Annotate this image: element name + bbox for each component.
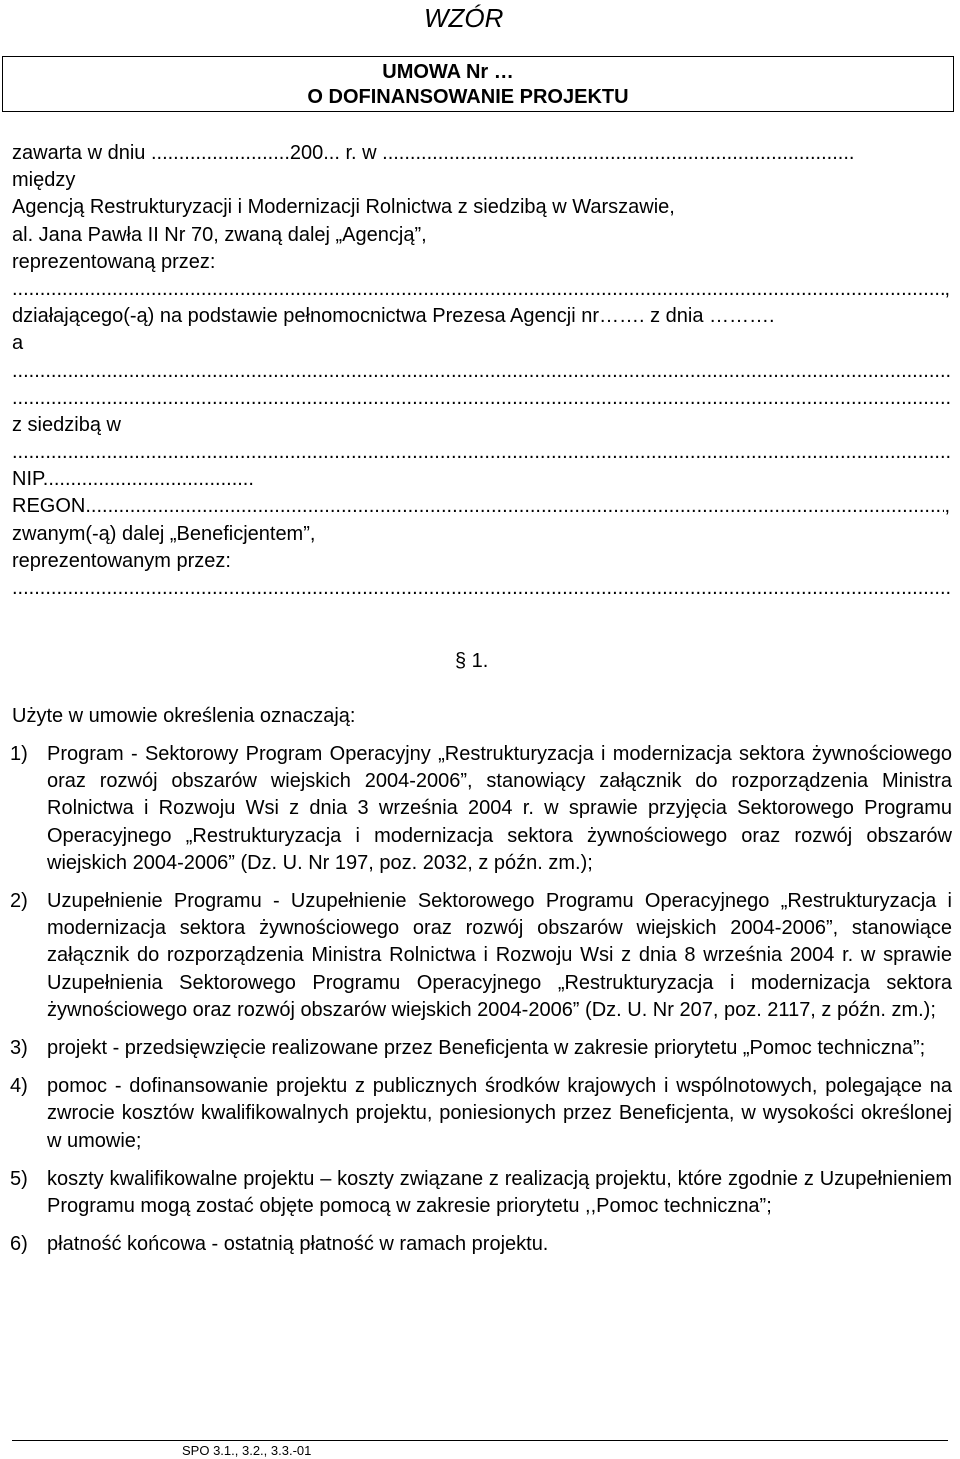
item-number: 3) <box>10 1037 28 1060</box>
item-number: 6) <box>10 1233 28 1256</box>
definitions-lead: Użyte w umowie określenia oznaczają: <box>12 705 356 727</box>
item-number: 5) <box>10 1167 28 1190</box>
template-label: WZÓR <box>424 3 504 33</box>
definition-text: pomoc - dofinansowanie projektu z publicznych środków krajowych i wspólnotowych, polegające na zwrocie kosztów kwalifikowalnych projektu, poniesionych przez Beneficjenta, w wysokości określonej w umowie; <box>47 1075 952 1152</box>
item-number: 4) <box>10 1075 28 1098</box>
agency-address-line: al. Jana Pawła II Nr 70, zwaną dalej „Agencją”, <box>12 223 427 246</box>
dotted-fill <box>12 385 950 412</box>
definition-item <box>10 1035 952 1062</box>
and-line: a <box>12 332 24 355</box>
beneficiary-seat-label: z siedzibą w <box>12 413 121 436</box>
footer-divider <box>12 1440 948 1441</box>
dotted-fill <box>12 358 950 385</box>
beneficiary-representative-label: reprezentowanym przez: <box>12 549 231 572</box>
document-title: UMOWA Nr … <box>382 61 514 83</box>
definition-item <box>10 741 952 877</box>
dotted-fill <box>12 276 944 303</box>
beneficiary-seat-field <box>12 439 950 466</box>
definition-text: projekt - przedsięwzięcie realizowane przez Beneficjenta w zakresie priorytetu „Pomoc techniczna”; <box>47 1037 926 1060</box>
definition-item <box>10 1231 952 1258</box>
definition-item <box>10 1073 952 1155</box>
nip-line: NIP...................................... <box>12 468 254 491</box>
dotted-fill <box>85 493 944 520</box>
agency-representative-field <box>12 276 950 303</box>
comma: , <box>944 277 950 300</box>
agency-name-line: Agencją Restrukturyzacji i Modernizacji Rolnictwa z siedzibą w Warszawie, <box>12 196 675 219</box>
definition-text: koszty kwalifikowalne projektu – koszty związane z realizacją projektu, które zgodnie z Uzupełnieniem Programu mogą zostać objęte pomocą w zakresie priorytetu ,,Pomoc techniczna”; <box>47 1167 952 1218</box>
item-number: 1) <box>10 743 28 765</box>
beneficiary-name-field-2 <box>12 385 950 412</box>
document-title-box <box>2 56 954 112</box>
regon-label: REGON <box>12 495 86 518</box>
agency-representative-label: reprezentowaną przez: <box>12 250 216 273</box>
definition-text: Uzupełnienie Programu - Uzupełnienie Sektorowego Programu Operacyjnego „Restrukturyzacja i modernizacja sektora żywnościowego oraz rozwój obszarów wiejskich 2004-2006”, stanowiące załącznik do rozporządzenia Ministra Rolnictwa i Rozwoju Wsi z dnia 8 września 2004 r. w sprawie Uzupełnienia Sektorowego Programu Operacyjnego „Restrukturyzacja i modernizacja sektora żywnościowego oraz rozwój obszarów wiejskich 2004-2006” (Dz. U. Nr 207, poz. 2117, z późn. zm.); <box>47 890 952 1021</box>
dotted-fill <box>12 439 950 466</box>
comma: , <box>944 495 950 518</box>
document-subtitle: O DOFINANSOWANIE PROJEKTU <box>307 86 629 108</box>
definition-text: Program - Sektorowy Program Operacyjny „Restrukturyzacja i modernizacja sektora żywnościowego oraz rozwój obszarów wiejskich 2004-2006”, stanowiący załącznik do rozporządzenia Ministra Rolnictwa i Rozwoju Wsi z dnia 3 września 2004 r. w sprawie przyjęcia Sektorowego Programu Operacyjnego „Restrukturyzacja i modernizacja sektora żywnościowego oraz rozwój obszarów wiejskich 2004-2006” (Dz. U. Nr 197, poz. 2032, z późn. zm.); <box>47 743 952 874</box>
definition-item <box>10 888 952 1024</box>
dotted-fill <box>12 575 950 602</box>
definitions-list <box>10 741 952 1269</box>
beneficiary-representative-field <box>12 575 950 602</box>
power-of-attorney-line: działającego(-ą) na podstawie pełnomocnictwa Prezesa Agencji nr……. z dnia ………. <box>12 305 775 328</box>
footer-code: SPO 3.1., 3.2., 3.3.-01 <box>182 1443 312 1458</box>
item-number: 2) <box>10 890 28 913</box>
beneficiary-name-field-1 <box>12 358 950 385</box>
beneficiary-alias-line: zwanym(-ą) dalej „Beneficjentem”, <box>12 522 316 545</box>
section-heading: § 1. <box>455 650 489 672</box>
contract-parties <box>12 140 950 602</box>
regon-line <box>12 493 950 520</box>
between-line: między <box>12 169 76 192</box>
contract-date-line: zawarta w dniu .........................200... r. w ..................................................................................... <box>12 142 855 164</box>
definition-item <box>10 1166 952 1220</box>
definition-text: płatność końcowa - ostatnią płatność w ramach projektu. <box>47 1233 549 1256</box>
